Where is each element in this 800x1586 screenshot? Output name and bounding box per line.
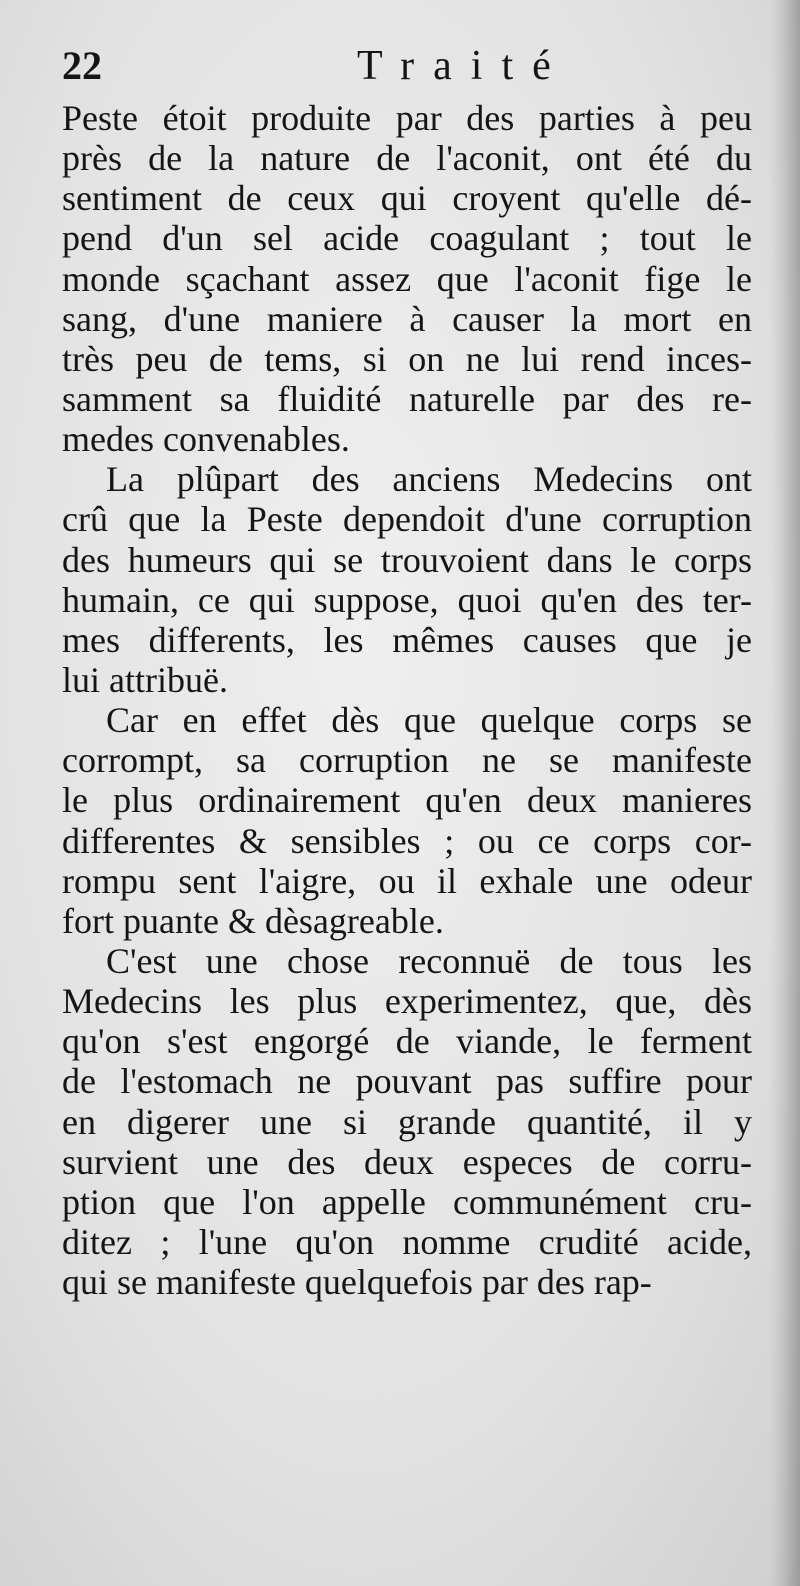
text-line: differentes & sensibles ; ou ce corps cor- bbox=[62, 820, 752, 861]
text-line: medes convenables. bbox=[62, 419, 350, 460]
text-line: en digerer une si grande quantité, il y bbox=[62, 1101, 752, 1142]
text-line: pend d'un sel acide coagulant ; tout le bbox=[62, 218, 752, 259]
text-line: Car en effet dès que quelque corps se bbox=[106, 700, 752, 741]
text-line: ption que l'on appelle communément cru- bbox=[62, 1181, 752, 1222]
text-line: monde sçachant assez que l'aconit fige le bbox=[62, 258, 752, 299]
page-number: 22 bbox=[62, 43, 102, 88]
paragraph bbox=[62, 98, 752, 459]
text-line: La plûpart des anciens Medecins ont bbox=[106, 459, 752, 500]
text-line: le plus ordinairement qu'en deux manieres bbox=[62, 780, 752, 821]
text-line: sentiment de ceux qui croyent qu'elle dé- bbox=[62, 178, 752, 219]
text-line: ditez ; l'une qu'on nomme crudité acide, bbox=[62, 1221, 752, 1262]
text-line: humain, ce qui suppose, quoi qu'en des ter- bbox=[62, 579, 752, 620]
text-line: des humeurs qui se trouvoient dans le corps bbox=[62, 539, 752, 580]
paragraph bbox=[62, 700, 752, 941]
text-line: très peu de tems, si on ne lui rend inces- bbox=[62, 338, 752, 379]
page-gutter-shadow bbox=[770, 0, 800, 1586]
text-line: fort puante & dèsagreable. bbox=[62, 900, 444, 941]
running-head: Traité bbox=[357, 43, 570, 89]
text-line: Peste étoit produite par des parties à peu bbox=[62, 98, 752, 138]
body-text bbox=[62, 98, 752, 1302]
paragraph bbox=[62, 459, 752, 700]
text-line: Medecins les plus experimentez, que, dès bbox=[62, 981, 752, 1022]
text-line: qui se manifeste quelquefois par des rap- bbox=[62, 1262, 652, 1303]
text-line: C'est une chose reconnuë de tous les bbox=[106, 940, 752, 981]
text-line: samment sa fluidité naturelle par des re- bbox=[62, 378, 752, 419]
text-line: lui attribuë. bbox=[62, 659, 228, 700]
text-line: crû que la Peste dependoit d'une corruption bbox=[62, 499, 752, 540]
text-line: survient une des deux especes de corru- bbox=[62, 1141, 752, 1182]
text-line: corrompt, sa corruption ne se manifeste bbox=[62, 740, 752, 781]
text-line: de l'estomach ne pouvant pas suffire pour bbox=[62, 1061, 752, 1102]
text-line: mes differents, les mêmes causes que je bbox=[62, 619, 752, 660]
page-header bbox=[62, 42, 752, 92]
text-line: sang, d'une maniere à causer la mort en bbox=[62, 298, 752, 339]
paragraph bbox=[62, 941, 752, 1302]
text-line: rompu sent l'aigre, ou il exhale une odeur bbox=[62, 860, 752, 901]
text-line: près de la nature de l'aconit, ont été du bbox=[62, 138, 752, 179]
text-line: qu'on s'est engorgé de viande, le ferment bbox=[62, 1021, 752, 1062]
